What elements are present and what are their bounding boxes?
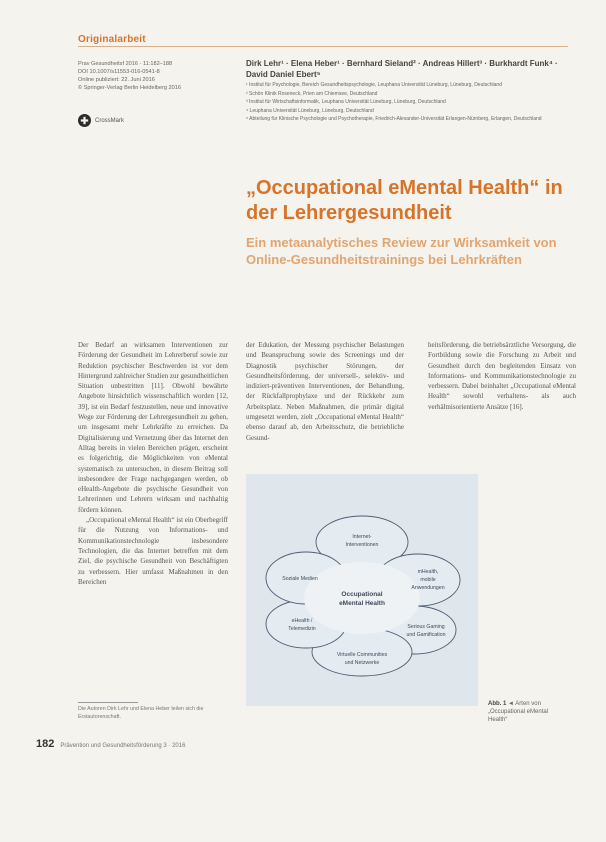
petal-label: mobile bbox=[420, 577, 436, 583]
figure-occupational-emental-health bbox=[246, 474, 478, 706]
crossmark-badge[interactable] bbox=[78, 114, 124, 127]
article-subtitle: Ein metaanalytisches Review zur Wirksamkeit von Online-Gesundheitstrainings bei Lehrkräften bbox=[246, 235, 557, 267]
petal-label: und Netzwerke bbox=[344, 660, 380, 666]
petal-label: eHealth / bbox=[291, 618, 313, 624]
pubinfo-line: © Springer-Verlag Berlin Heidelberg 2016 bbox=[78, 85, 182, 91]
body-column-1 bbox=[78, 340, 228, 587]
paragraph: heitsförderung, die betriebsärztliche Versorgung, die Fortbildung sowie die Forschung zu Arbeit und Gesundheit durch den begleitenden Einsatz von Informations- und Kommunikationstechnologie zu verbessern. Dabei beinhaltet „Occupational eMental Health“ sowohl verhaltens- als auch verhältnisorientierte Ansätze [16]. bbox=[428, 341, 576, 411]
footnote-rule bbox=[78, 702, 138, 703]
figure-caption-label: Abb. 1 bbox=[488, 701, 507, 707]
petal-label: Soziale Medien bbox=[282, 576, 318, 582]
pubinfo-line: DOI 10.1007/s11553-016-0541-8 bbox=[78, 69, 160, 75]
affiliation: ² Schön Klinik Roseneck, Prien am Chiemsee, Deutschland bbox=[246, 90, 378, 97]
figure-diagram bbox=[246, 474, 478, 706]
paragraph: Der Bedarf an wirksamen Interventionen zur Förderung der Gesundheit im Lehrerberuf sowie zur Reduktion psychischer Beschwerden ist vor dem Hintergrund zahlreicher Studien zur gesundheitlichen Situation unbestritten [11]. Obwohl bewährte Angebote hinsichtlich wissenschaftlich worden [12, 39], ist ein Bedarf festzustellen, neue und innovative Wege zur Förderung der Lehrergesundheit zu gehen, um insgesamt mehr Lehrkräfte zu erreichen. Da Digitalisierung und Vernetzung über das Internet den Alltag bereits in vielen Bereichen prägen, erscheint es folgerichtig, die Möglichkeiten von eMental systematisch zu untersuchen, in diesem Beitrag soll insbesondere der Frage nachgegangen werden, ob eHealth-Angebote die psychische Gesundheit von Lehrerinnen und Lehrern wirksam und nachhaltig fördern können. bbox=[78, 341, 228, 514]
petal-label: Virtuelle Communities bbox=[336, 652, 388, 658]
article-title: „Occupational eMental Health“ in der Lehrergesundheit bbox=[246, 177, 563, 224]
figure-caption bbox=[488, 700, 568, 724]
pubinfo-line: Online publiziert: 22. Juni 2016 bbox=[78, 77, 155, 83]
affiliation: ¹ Institut für Psychologie, Bereich Gesundheitspsychologie, Leuphana Universität Lüneburg, Lüneburg, Deutschland bbox=[246, 82, 502, 88]
crossmark-label: CrossMark bbox=[95, 117, 125, 124]
center-shape bbox=[304, 562, 420, 634]
petal-label: Telemedizin bbox=[288, 626, 316, 632]
body-column-2 bbox=[246, 340, 404, 443]
petal-label: Interventionen bbox=[345, 542, 379, 548]
affiliation: ³ Institut für Wirtschaftsinformatik, Leuphana Universität Lüneburg, Lüneburg, Deutschland bbox=[246, 99, 446, 105]
paragraph: der Edukation, der Messung psychischer Belastungen und Beanspruchung sowie des Screenings und der Diagnostik psychischer Störungen, der Gesundheitsförderung, der universell-, selektiv- und indiziert-präventiven Interventionen, der Behandlung, der Rückfallprophylaxe und der Rückkehr zum Arbeitsplatz. Neben Maßnahmen, die primär digital umgesetzt werden, zielt „Occupational eMental Health“ ebenso darauf ab, den Arbeitsschutz, die betriebliche Gesund- bbox=[246, 341, 404, 442]
petal-label: mHealth, bbox=[417, 569, 439, 575]
section-label: Originalarbeit bbox=[78, 34, 146, 45]
author-list: Dirk Lehr¹ · Elena Heber¹ · Bernhard Sieland² · Andreas Hillert³ · Burkhardt Funk⁴ · David Daniel Ebert⁵ bbox=[246, 59, 558, 79]
body-column-3 bbox=[428, 340, 576, 412]
top-rule bbox=[78, 46, 568, 47]
figure-caption-text: ◄ Arten von „Occupational eMental Health“ bbox=[488, 701, 549, 723]
footnote: Die Autoren Dirk Lehr und Elena Heber teilen sich die Erstautorenschaft. bbox=[78, 706, 204, 720]
affiliations bbox=[246, 82, 576, 125]
petal-label: Anwendungen bbox=[411, 585, 445, 591]
page-footer bbox=[36, 738, 185, 750]
petal-label: und Gamification bbox=[406, 632, 446, 638]
crossmark-icon bbox=[78, 114, 91, 127]
affiliation: ⁴ Leuphana Universität Lüneburg, Lüneburg, Deutschland bbox=[246, 107, 374, 114]
center-label: Occupational bbox=[341, 591, 383, 598]
publication-info bbox=[78, 60, 228, 92]
petal-label: Internet- bbox=[352, 534, 372, 540]
pubinfo-line: Prav Gesundheitsf 2016 · 11:182–188 bbox=[78, 61, 173, 67]
paragraph: „Occupational eMental Health“ ist ein Oberbegriff für die Nutzung von Informations- und Kommunikationstechnologie insbesondere Technologien, die das Internet betreffen mit dem Ziel, die psychische Gesundheit von Beschäftigten zu verbessern. Hier umfasst Maßnahmen in den Bereichen bbox=[78, 516, 228, 586]
affiliation: ⁵ Abteilung für Klinische Psychologie und Psychotherapie, Friedrich-Alexander-Universität Erlangen-Nürnberg, Erlangen, Deutschland bbox=[246, 116, 542, 122]
center-label: eMental Health bbox=[339, 600, 385, 607]
petal-label: Serious Gaming bbox=[407, 624, 445, 630]
page-number: 182 bbox=[36, 738, 55, 750]
journal-name: Prävention und Gesundheitsförderung 3 · 2016 bbox=[60, 743, 186, 749]
